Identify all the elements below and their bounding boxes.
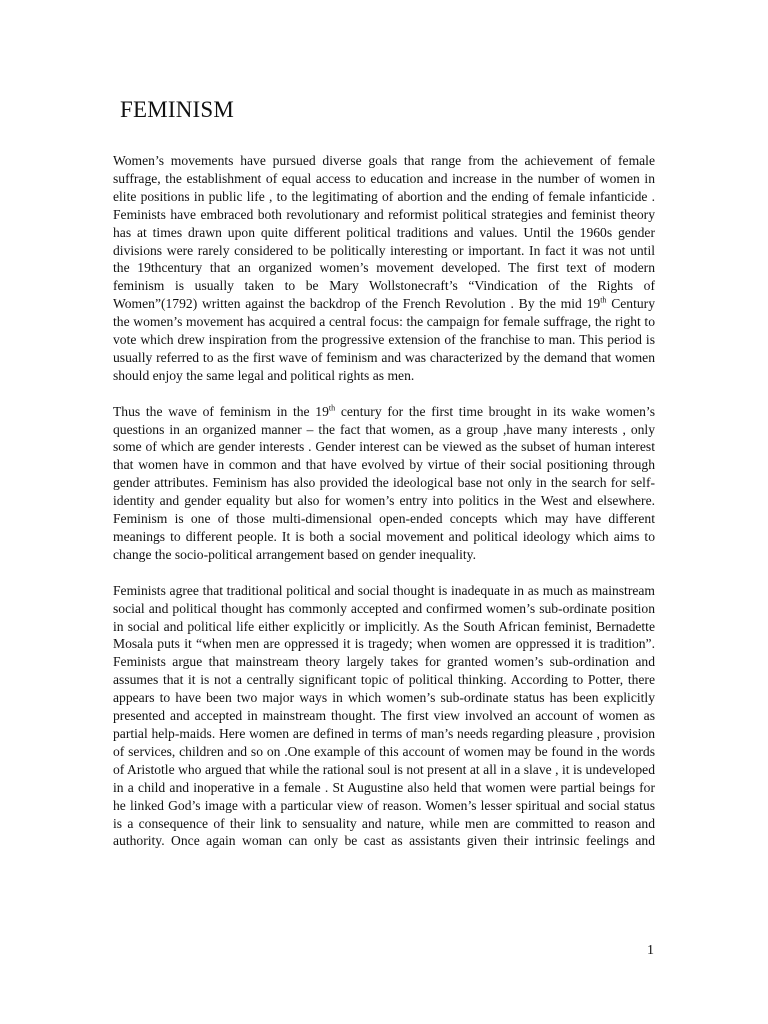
paragraph-1-superscript: th xyxy=(600,295,607,305)
paragraph-1-text-b: Century the women’s movement has acquired a central focus: the campaign for female suffrage, the right to vote which drew inspiration from the progressive extension of the franchise to man. This period is usually referred to as the first wave of feminism and was characterized by the demand that women should enjoy the same legal and political rights as men. xyxy=(113,296,655,383)
page-number: 1 xyxy=(647,943,654,958)
document-body xyxy=(113,152,655,850)
paragraph-2-text-b: century for the first time brought in its wake women’s questions in an organized manner – the fact that women, as a group ,have many interests , only some of which are gender interests . Gender interest can be viewed as the subset of human interest that women have in common and that have evolved by virtue of their social positioning through gender attributes. Feminism has also provided the ideological base not only in the search for self-identity and gender equality but also for women’s entry into politics in the West and elsewhere. Feminism is one of those multi-dimensional open-ended concepts which may have different meanings to different people. It is both a social movement and political ideology which aims to change the socio-political arrangement based on gender inequality. xyxy=(113,403,655,562)
paragraph-2 xyxy=(113,403,655,564)
paragraph-2-superscript: th xyxy=(328,403,336,413)
paragraph-1 xyxy=(113,152,655,385)
paragraph-2-text-a: Thus the wave of feminism in the 19 xyxy=(113,403,329,419)
page-title: FEMINISM xyxy=(120,97,235,122)
paragraph-1-text-a: Women’s movements have pursued diverse goals that range from the achievement of female suffrage, the establishment of equal access to education and increase in the number of women in elite positions in public life , to the legitimating of abortion and the ending of female infanticide . Feminists have embraced both revolutionary and reformist political strategies and feminist theory has at times drawn upon quite different political traditions and values. Until the 1960s gender divisions were rarely considered to be politically interesting or important. In fact it was not until the 19thcentury that an organized women’s movement developed. The first text of modern feminism is usually taken to be Mary Wollstonecraft’s “Vindication of the Rights of Women”(1792) written against the backdrop of the French Revolution . By the mid 19 xyxy=(113,153,655,312)
paragraph-3: Feminists agree that traditional political and social thought is inadequate in as much as mainstream social and political thought has commonly accepted and confirmed women’s sub-ordinate position in social and political life either explicitly or implicitly. As the South African feminist, Bernadette Mosala puts it “when men are oppressed it is tragedy; when women are oppressed it is tradition”. Feminists argue that mainstream theory largely takes for granted women’s sub-ordination and assumes that it is not a centrally significant topic of political thinking. According to Potter, there appears to have been two major ways in which women’s sub-ordinate status has been explicitly presented and accepted in mainstream thought. The first view involved an account of women as partial help-maids. Here women are defined in terms of man’s needs regarding pleasure , provision of services, children and so on .One example of this account of women may be found in the words of Aristotle who argued that while the rational soul is not present at all in a slave , it is undeveloped in a child and inoperative in a female . St Augustine also held that women were partial beings for he linked God’s image with a particular view of reason. Women’s lesser spiritual and social status is a consequence of their link to sensuality and nature, while men are committed to reason and authority. Once again woman can only be cast as assistants given their intrinsic feelings and xyxy=(113,582,655,849)
